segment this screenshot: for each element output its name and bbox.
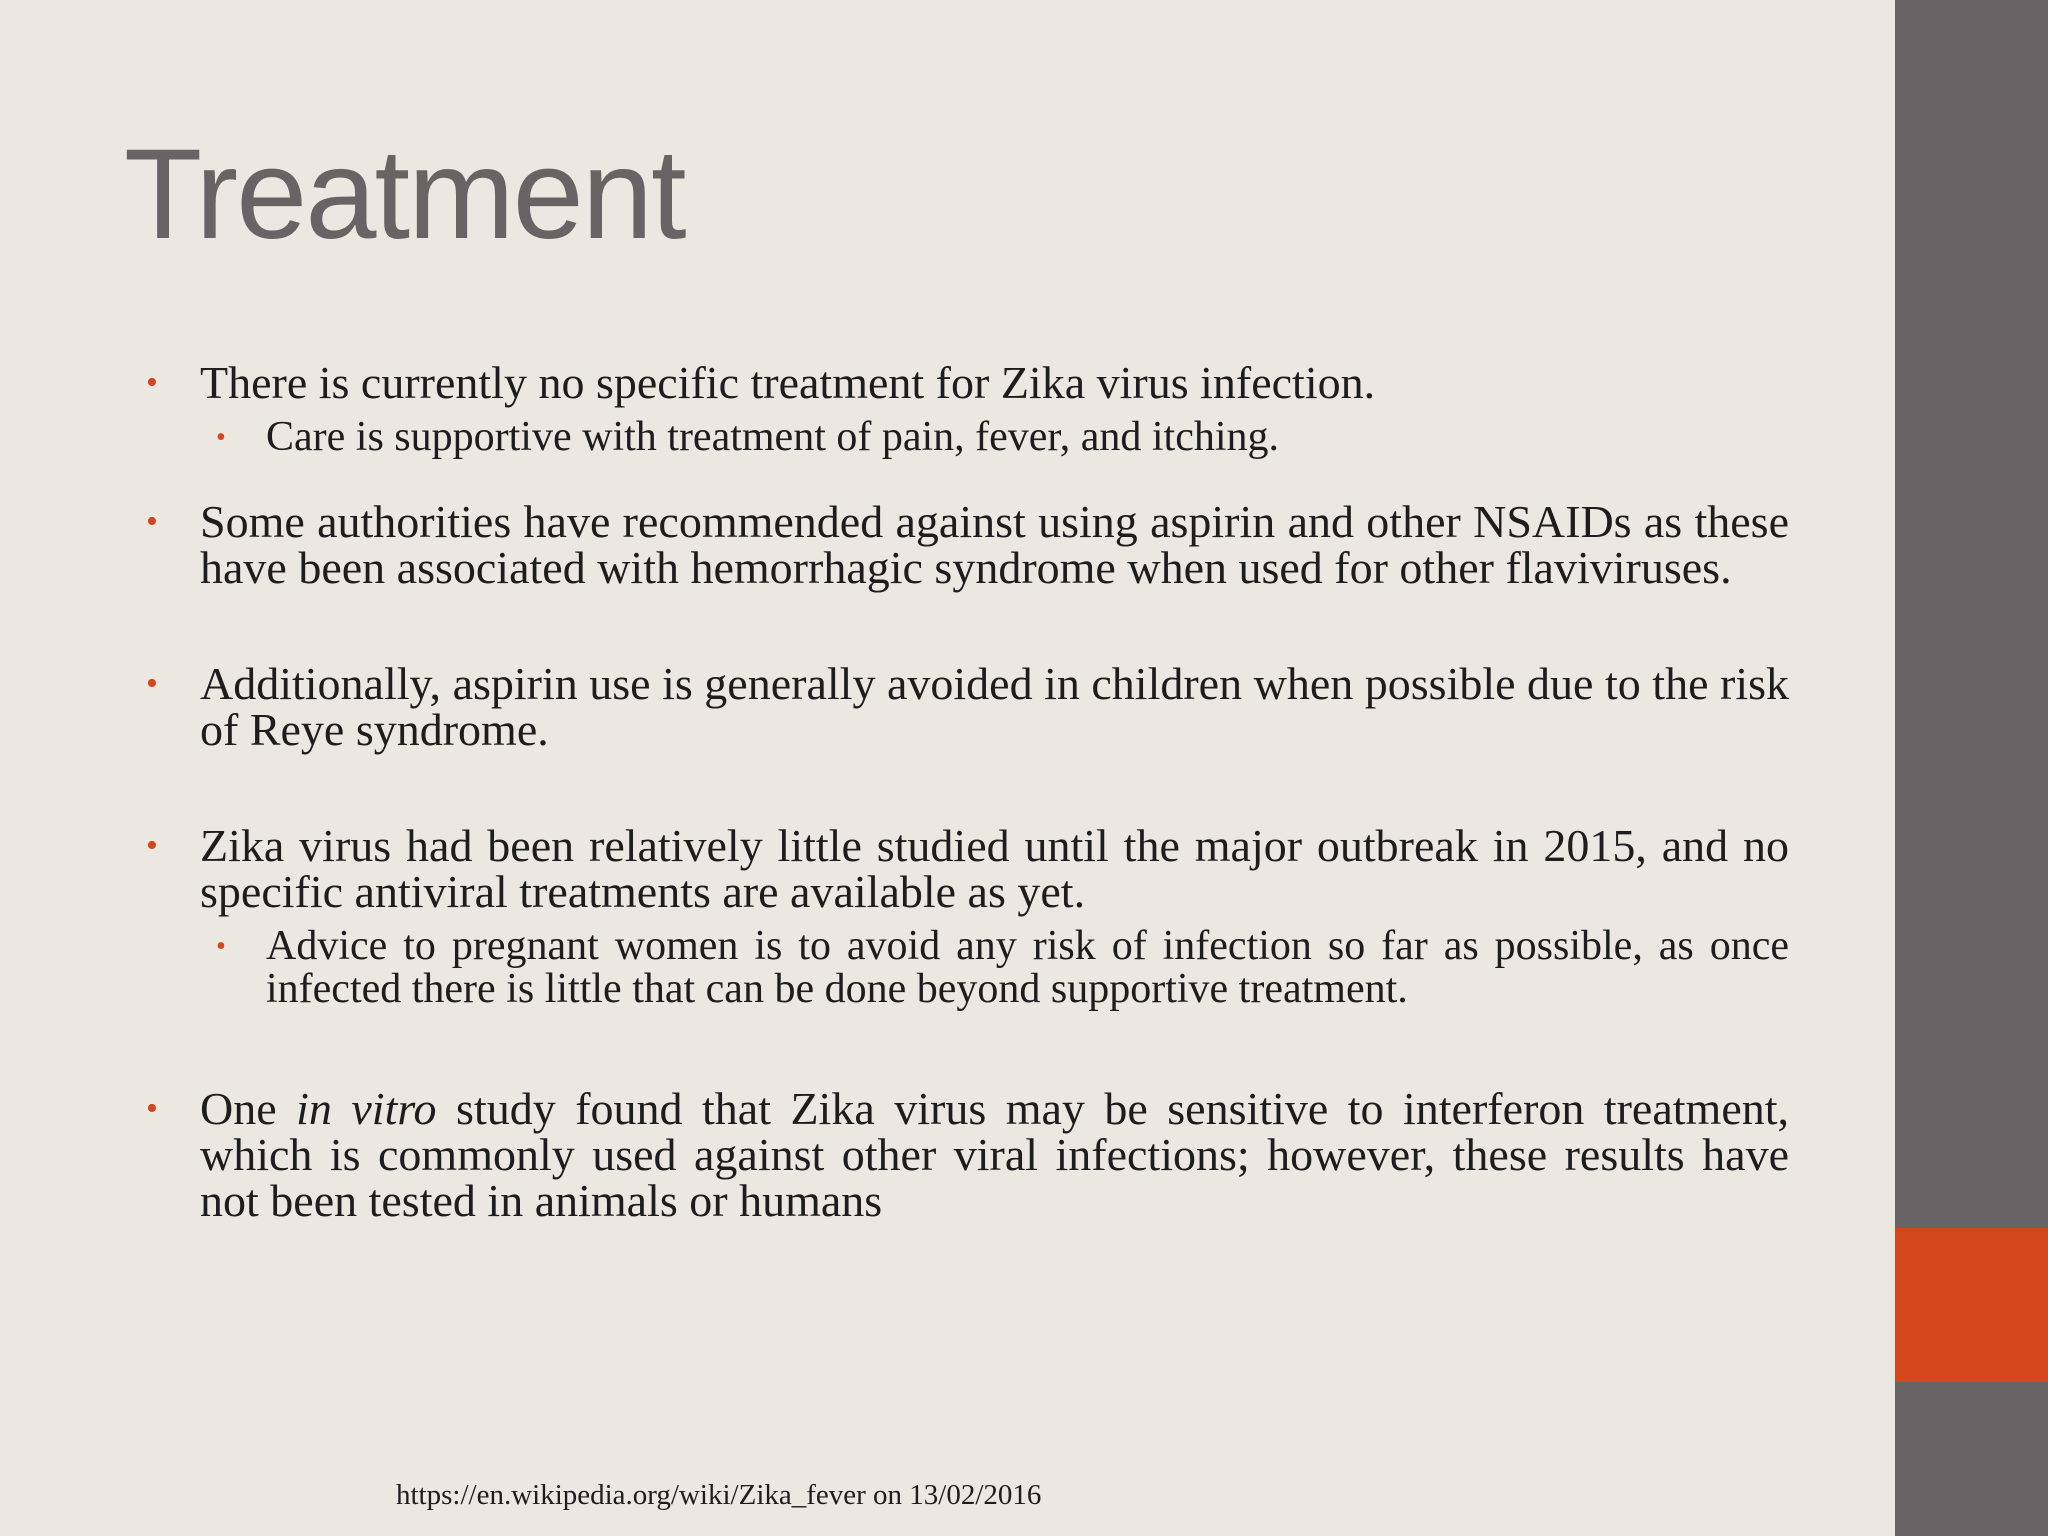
bullet-text: Zika virus had been relatively little studied until the major outbreak in 2015, and no specific antiviral treatments are available as yet. (200, 820, 1789, 917)
bullet-dot-icon: • (146, 827, 158, 864)
slide-title: Treatment (124, 123, 685, 266)
bullet-item-1 (143, 357, 1789, 460)
sub-bullet-list (200, 416, 1789, 459)
bullet-text: Some authorities have recommended against using aspirin and other NSAIDs as these have been associated with hemorrhagic syndrome when used for other flaviviruses. (200, 496, 1789, 593)
bullet-list (143, 357, 1790, 1226)
side-accent-block (1895, 1228, 2048, 1382)
bullet-item-4 (143, 820, 1789, 1012)
sub-bullet-dot-icon: • (216, 931, 226, 962)
bullet-item-3 (143, 658, 1789, 755)
bullet-text (200, 1083, 1789, 1226)
sub-bullet-text: Advice to pregnant women is to avoid any risk of infection so far as possible, as once infected there is little that can be done beyond supportive treatment. (266, 923, 1789, 1012)
bullet-item-2 (143, 496, 1789, 593)
bullet-dot-icon: • (146, 665, 158, 702)
bullet-dot-icon: • (146, 364, 158, 401)
bullet-item-5 (143, 1083, 1790, 1226)
sub-bullet-item (200, 416, 1789, 459)
bullet-text-end: study found that Zika virus may be sensitive to interferon treatment, which is commonly used against other viral infections; however, these results have not been tested in animals or humans (200, 1083, 1790, 1226)
bullet-text-start: One (200, 1083, 297, 1134)
bullet-text: There is currently no specific treatment for Zika virus infection. (200, 357, 1376, 408)
bullet-dot-icon: • (146, 1090, 158, 1127)
source-citation: https://en.wikipedia.org/wiki/Zika_fever on 13/02/2016 (396, 1479, 1042, 1511)
sub-bullet-item (200, 925, 1789, 1011)
sub-bullet-text: Care is supportive with treatment of pain, fever, and itching. (266, 414, 1280, 460)
sub-bullet-list (200, 925, 1789, 1011)
bullet-text: Additionally, aspirin use is generally avoided in children when possible due to the risk of Reye syndrome. (200, 658, 1789, 755)
bullet-dot-icon: • (146, 503, 158, 540)
bullet-text-italic: in vitro (296, 1083, 437, 1134)
sub-bullet-dot-icon: • (216, 422, 226, 453)
